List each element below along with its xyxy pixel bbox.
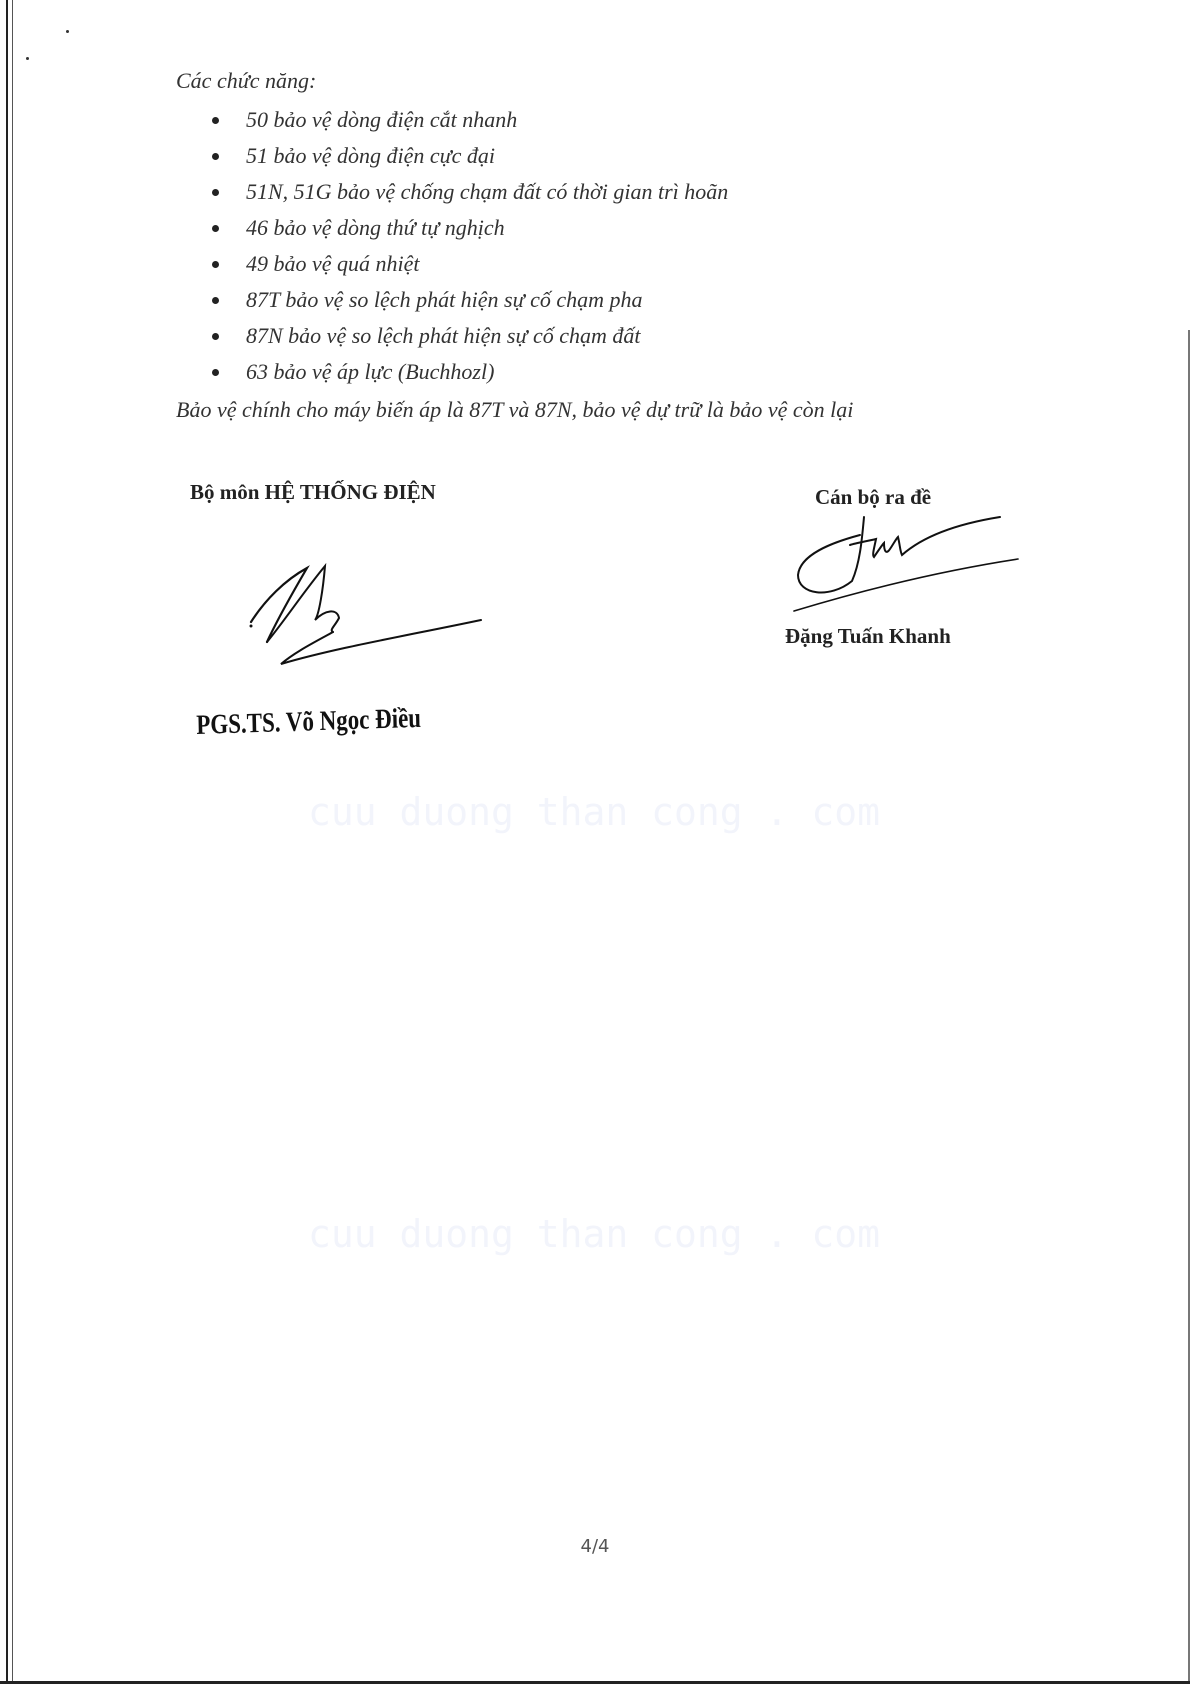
- page-number: 4/4: [580, 1536, 610, 1557]
- summary-text: Bảo vệ chính cho máy biến áp là 87T và 87N, bảo vệ dự trữ là bảo vệ còn lại: [176, 397, 854, 422]
- bullet-icon: [212, 225, 219, 232]
- functions-list: [176, 102, 1076, 390]
- author-title: Cán bộ ra đề: [815, 485, 932, 509]
- list-item-text: 49 bảo vệ quá nhiệt: [246, 251, 420, 276]
- list-item: [176, 318, 1076, 354]
- list-item-text: 87T bảo vệ so lệch phát hiện sự cố chạm pha: [246, 287, 643, 312]
- list-item-text: 51N, 51G bảo vệ chống chạm đất có thời gian trì hoãn: [246, 179, 729, 204]
- scan-border-line: [6, 0, 8, 1684]
- list-item: [176, 282, 1076, 318]
- watermark-text: cuu duong than cong . com: [308, 1212, 880, 1256]
- list-item-text: 50 bảo vệ dòng điện cắt nhanh: [246, 107, 518, 132]
- bullet-icon: [212, 189, 219, 196]
- list-item-text: 46 bảo vệ dòng thứ tự nghịch: [246, 215, 505, 240]
- document-body: [176, 62, 1076, 430]
- signature-right-image: [790, 515, 1020, 625]
- watermark-text: cuu duong than cong . com: [308, 790, 880, 834]
- department-title: Bộ môn HỆ THỐNG ĐIỆN: [190, 480, 436, 504]
- functions-heading: Các chức năng:: [176, 68, 317, 93]
- list-item: [176, 246, 1076, 282]
- bullet-icon: [212, 333, 219, 340]
- signature-left-image: [245, 560, 485, 670]
- department-head-name: PGS.TS. Võ Ngọc Điều: [196, 702, 422, 741]
- scan-dot: [66, 30, 69, 33]
- list-item: [176, 102, 1076, 138]
- bullet-icon: [212, 117, 219, 124]
- list-item-text: 51 bảo vệ dòng điện cực đại: [246, 143, 496, 168]
- list-item-text: 63 bảo vệ áp lực (Buchhozl): [246, 359, 495, 384]
- list-item: [176, 138, 1076, 174]
- list-item-text: 87N bảo vệ so lệch phát hiện sự cố chạm đất: [246, 323, 641, 348]
- author-name: Đặng Tuấn Khanh: [785, 624, 951, 648]
- bullet-icon: [212, 297, 219, 304]
- list-item: [176, 354, 1076, 390]
- scan-border-line: [12, 0, 13, 1684]
- list-item: [176, 210, 1076, 246]
- list-item: [176, 174, 1076, 210]
- bullet-icon: [212, 153, 219, 160]
- scan-dot: [26, 57, 29, 60]
- bullet-icon: [212, 261, 219, 268]
- bullet-icon: [212, 369, 219, 376]
